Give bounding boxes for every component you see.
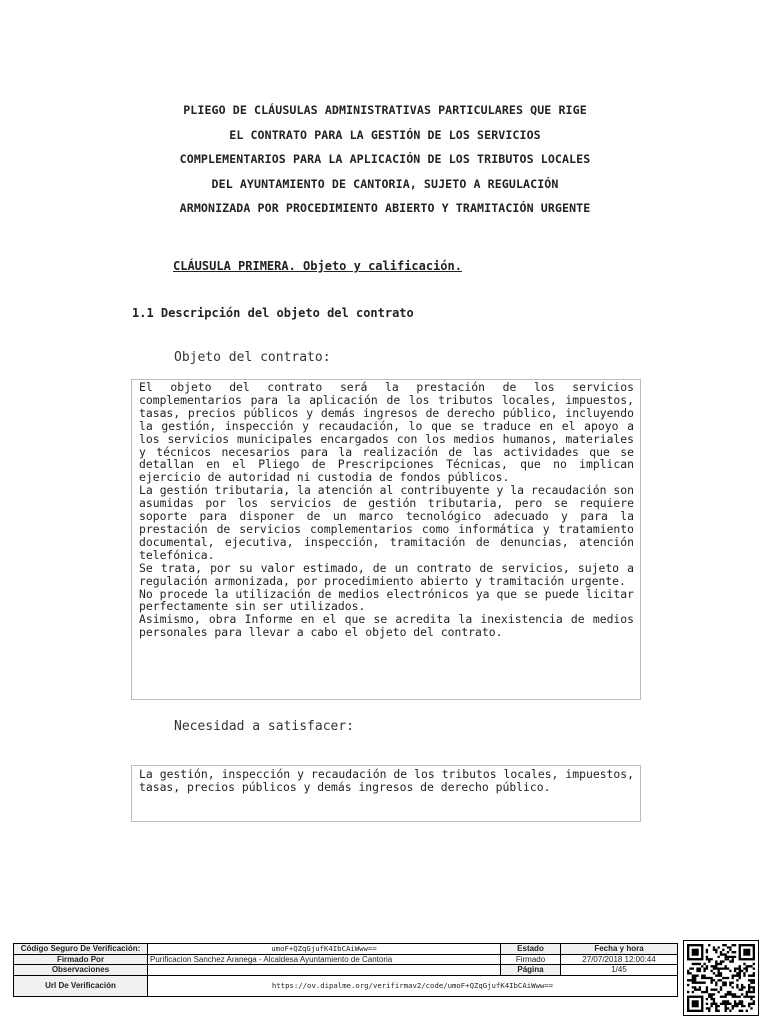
objeto-text-box [131,379,641,700]
objeto-paragraph: No procede la utilización de medios electrónicos ya que se puede licitar perfectamente sin ser utilizados. [139,586,634,614]
clause-heading: CLÁUSULA PRIMERA. Objeto y calificación. [173,259,462,273]
url-label: Url De Verificación [14,975,148,996]
objeto-paragraph: La gestión tributaria, la atención al contribuyente y la recaudación son asumidas por los servicios de gestión tributaria, pero se requiere soporte para disponer de un marco tecnológico adecuado y para la prestación de servicios complementarios como informática y tratamiento documental, ejecutiva, inspección, tramitación de denuncias, atención telefónica. [139,483,634,562]
section-heading: 1.1 Descripción del objeto del contrato [132,306,414,320]
footer-row-firmado [14,954,678,965]
observaciones-label: Observaciones [14,965,148,976]
url-value[interactable]: https://ov.dipalme.org/verifirmav2/code/umoF+QZqGjufK4IbCAiWww== [148,975,678,996]
footer-row-csv [14,944,678,955]
qr-code-icon [683,940,759,1016]
pagina-value: 1/45 [561,965,678,976]
title-line: ARMONIZADA POR PROCEDIMIENTO ABIERTO Y TRAMITACIÓN URGENTE [179,201,591,215]
objeto-paragraph: Asimismo, obra Informe en el que se acredita la inexistencia de medios personales para llevar a cabo el objeto del contrato. [139,612,634,640]
estado-label: Estado [501,944,561,955]
title-line: DEL AYUNTAMIENTO DE CANTORIA, SUJETO A REGULACIÓN [211,176,559,191]
footer-row-url [14,975,678,996]
necesidad-paragraph: La gestión, inspección y recaudación de los tributos locales, impuestos, tasas, precios públicos y demás ingresos de derecho público. [139,767,634,794]
necesidad-label: Necesidad a satisfacer: [174,719,355,734]
firmado-value: Purificacion Sanchez Aranega - Alcaldesa Ayuntamiento de Cantoria [148,954,501,965]
csv-value: umoF+QZqGjufK4IbCAiWww== [148,944,501,955]
estado-value: Firmado [501,954,561,965]
firmado-label: Firmado Por [14,954,148,965]
fecha-value: 27/07/2018 12:00:44 [561,954,678,965]
objeto-label: Objeto del contrato: [174,350,331,365]
pagina-label: Página [501,965,561,976]
fecha-label: Fecha y hora [561,944,678,955]
title-line: COMPLEMENTARIOS PARA LA APLICACIÓN DE LOS TRIBUTOS LOCALES [179,152,591,166]
document-title [120,98,650,221]
observaciones-value [148,965,501,976]
title-line: EL CONTRATO PARA LA GESTIÓN DE LOS SERVICIOS [229,127,541,142]
signature-footer-table [13,943,678,997]
objeto-paragraph: El objeto del contrato será la prestación de los servicios complementarios para la aplicación de los tributos locales, impuestos, tasas, precios públicos y demás ingresos de derecho público, incluyendo la gestión, inspección y recaudación, lo que se traduce en el apoyo a los servicios municipales encargados con los medios humanos, materiales y técnicos necesarios para la realización de las actividades que se detallan en el Pliego de Prescripciones Técnicas, que no implican ejercicio de autoridad ni custodia de fondos públicos. [139,380,634,485]
footer-row-observaciones [14,965,678,976]
title-line: PLIEGO DE CLÁUSULAS ADMINISTRATIVAS PARTICULARES QUE RIGE [183,103,587,117]
necesidad-text-box [131,765,641,822]
csv-label: Código Seguro De Verificación: [14,944,148,955]
objeto-paragraph: Se trata, por su valor estimado, de un contrato de servicios, sujeto a regulación armonizada, por procedimiento abierto y tramitación urgente. [139,560,634,588]
qr-code-graphic [687,944,755,1012]
